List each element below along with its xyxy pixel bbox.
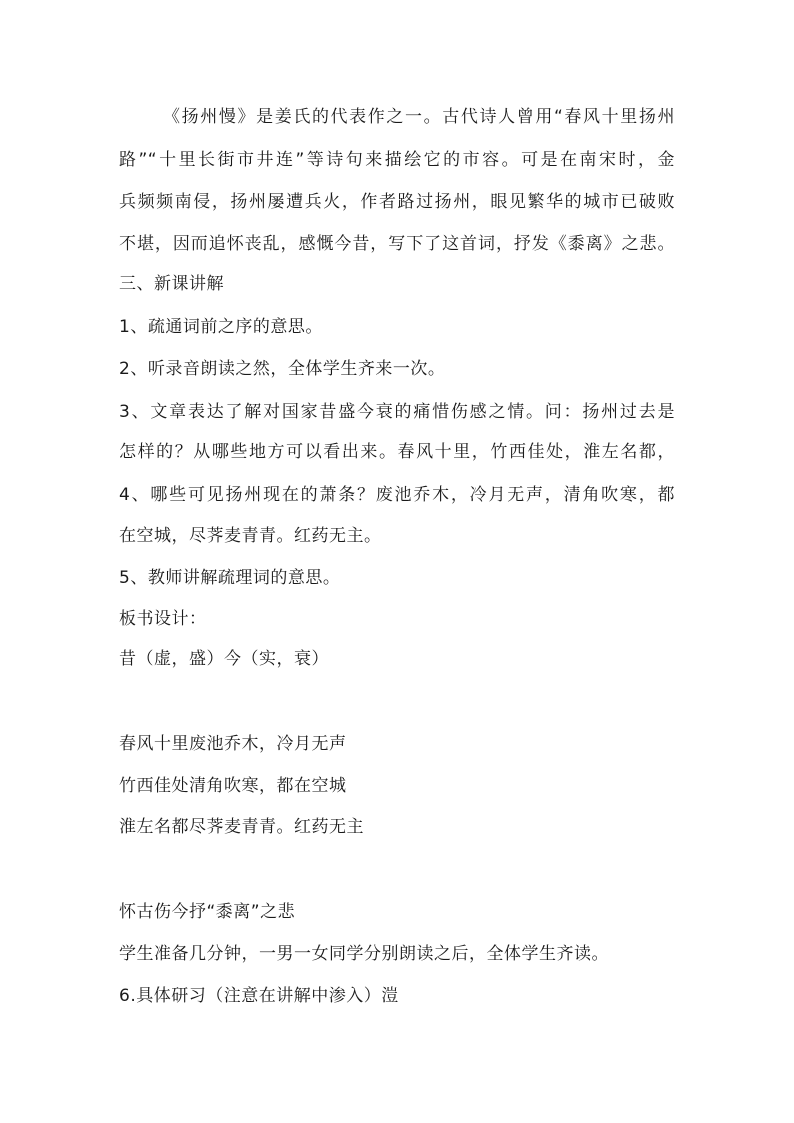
- board-pair-1: 春风十里废池乔木，冷月无声: [119, 734, 347, 754]
- step-1: 1、疏通词前之序的意思。: [119, 317, 323, 337]
- reading-note: 学生准备几分钟，一男一女同学分别朗读之后，全体学生齐读。: [119, 944, 609, 964]
- intro-line-1: 《扬州慢》是姜氏的代表作之一。古代诗人曾用“春风十里扬州: [163, 107, 675, 127]
- board-top: 昔（虚，盛）今（实，衰）: [119, 649, 329, 669]
- intro-line-3: 兵频频南侵，扬州屡遭兵火，作者路过扬州，眼见繁华的城市已破败: [119, 192, 675, 212]
- intro-line-4: 不堪，因而追怀丧乱，感慨今昔，写下了这首词，抒发《黍离》之悲。: [119, 234, 675, 254]
- step-4-line-2: 在空城，尽荠麦青青。红药无主。: [119, 526, 382, 546]
- step-3-line-1: 3、文章表达了解对国家昔盛今衰的痛惜伤感之情。问：扬州过去是: [119, 402, 675, 422]
- step-6: 6.具体研习（注意在讲解中渗入）溰: [119, 986, 399, 1006]
- section-heading: 三、新课讲解: [119, 274, 224, 294]
- board-title: 板书设计：: [119, 609, 207, 629]
- step-2: 2、听录音朗读之然，全体学生齐来一次。: [119, 359, 446, 379]
- step-3-line-2: 怎样的？从哪些地方可以看出来。春风十里，竹西佳处，淮左名都，: [119, 442, 675, 462]
- board-pair-2: 竹西佳处清角吹寒，都在空城: [119, 776, 347, 796]
- board-bottom: 怀古伤今抒“黍离”之悲: [119, 902, 296, 922]
- intro-line-2: 路”“十里长街市井连”等诗句来描绘它的市容。可是在南宋时，金: [119, 150, 675, 170]
- board-pair-3: 淮左名都尽荠麦青青。红药无主: [119, 817, 364, 837]
- step-4-line-1: 4、哪些可见扬州现在的萧条？废池乔木，冷月无声，清角吹寒，都: [119, 485, 675, 505]
- step-5: 5、教师讲解疏理词的意思。: [119, 568, 341, 588]
